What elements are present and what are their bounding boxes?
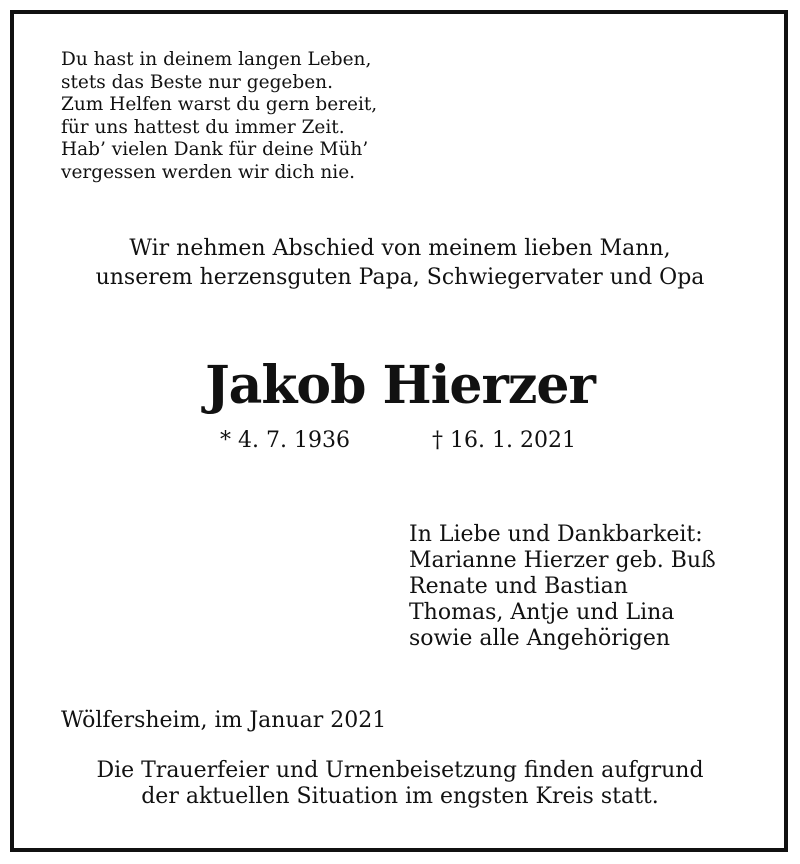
mourners-line: Thomas, Antje und Lina	[409, 600, 675, 625]
mourners-line: sowie alle Angehörigen	[409, 626, 671, 651]
poem-line: Du hast in deinem langen Leben,	[61, 49, 372, 70]
poem-line: für uns hattest du immer Zeit.	[61, 116, 345, 138]
intro-line: unserem herzensguten Papa, Schwiegervater und Opa	[95, 265, 705, 290]
funeral-notice	[0, 758, 800, 810]
farewell-intro	[0, 234, 800, 292]
notice-line: Die Trauerfeier und Urnenbeisetzung finden aufgrund	[96, 758, 704, 783]
place-and-date: Wölfersheim, im Januar 2021	[61, 708, 387, 733]
poem-line: Zum Helfen warst du gern bereit,	[61, 94, 378, 115]
memorial-poem	[61, 49, 377, 184]
intro-line: Wir nehmen Abschied von meinem lieben Mann,	[129, 236, 671, 261]
mourners-line: Marianne Hierzer geb. Buß	[409, 548, 716, 573]
deceased-name: Jakob Hierzer	[205, 355, 595, 416]
notice-line: der aktuellen Situation im engsten Kreis statt.	[141, 784, 659, 809]
mourners-list	[409, 522, 716, 652]
poem-line: vergessen werden wir dich nie.	[61, 161, 356, 183]
death-date: † 16. 1. 2021	[432, 428, 576, 453]
poem-line: Hab’ vielen Dank für deine Müh’	[61, 139, 369, 160]
mourners-line: Renate und Bastian	[409, 574, 628, 599]
birth-date: * 4. 7. 1936	[220, 428, 350, 453]
mourners-line: In Liebe und Dankbarkeit:	[409, 522, 703, 547]
poem-line: stets das Beste nur gegeben.	[61, 71, 333, 93]
